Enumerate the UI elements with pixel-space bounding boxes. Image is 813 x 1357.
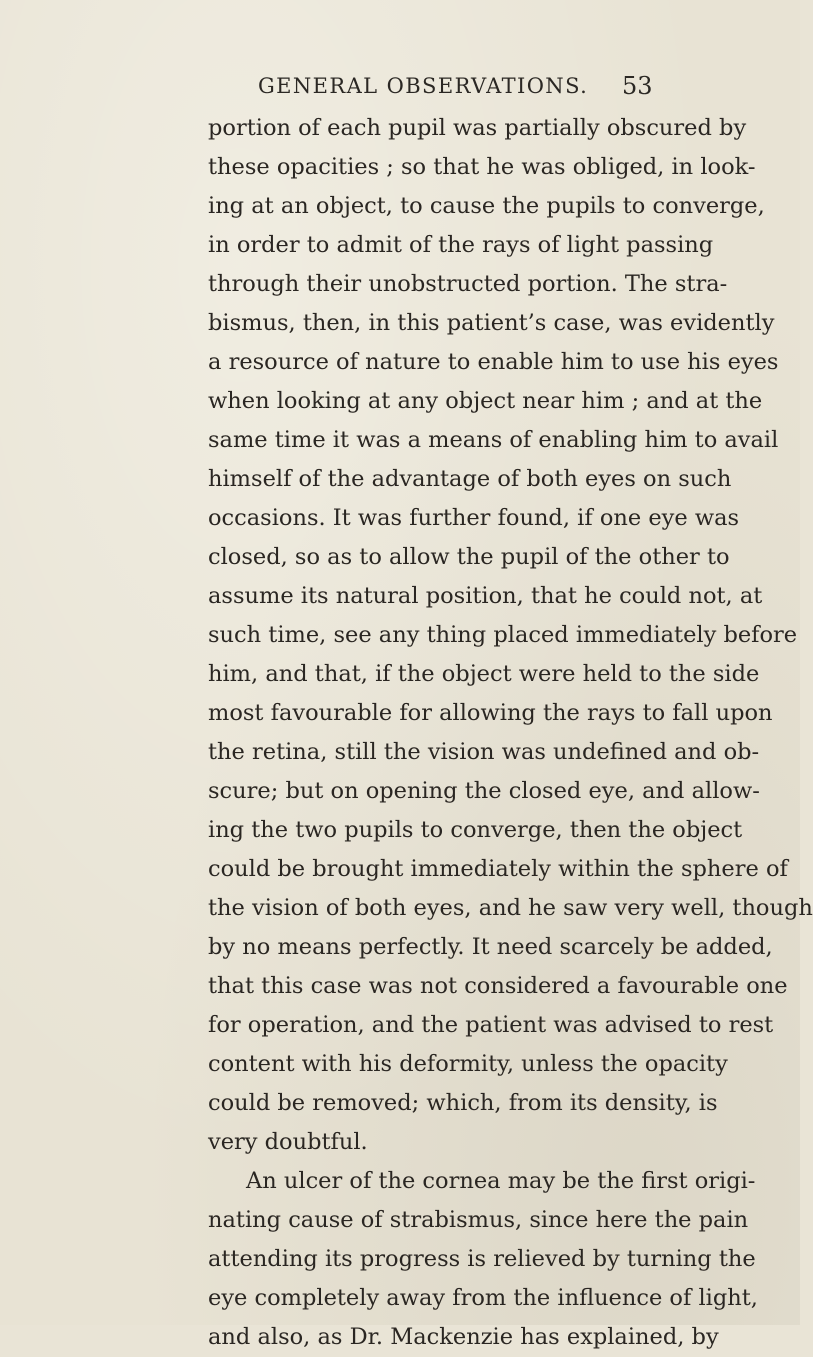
text-line: him, and that, if the object were held to the side: [208, 661, 760, 687]
text-line: scure; but on opening the closed eye, and allow-: [208, 778, 760, 804]
text-line: bismus, then, in this patient’s case, was evidently: [208, 310, 775, 336]
text-line: most favourable for allowing the rays to fall upon: [208, 700, 773, 726]
text-line: through their unobstructed portion. The stra-: [208, 271, 728, 297]
page-number: 53: [622, 72, 653, 100]
text-line: content with his deformity, unless the opacity: [208, 1051, 728, 1077]
text-line: could be brought immediately within the sphere of: [208, 856, 788, 882]
text-line: occasions. It was further found, if one eye was: [208, 505, 740, 531]
text-line: when looking at any object near him ; and at the: [208, 388, 763, 414]
text-line: the retina, still the vision was undefined and ob-: [208, 739, 760, 765]
text-line: for operation, and the patient was advised to rest: [208, 1012, 774, 1038]
text-line: these opacities ; so that he was obliged, in look-: [208, 154, 756, 180]
text-line: attending its progress is relieved by turning the: [208, 1246, 756, 1272]
text-line: by no means perfectly. It need scarcely be added,: [208, 934, 773, 960]
text-line: the vision of both eyes, and he saw very well, though: [208, 895, 813, 921]
text-line: ing at an object, to cause the pupils to converge,: [208, 193, 765, 219]
text-line: eye completely away from the influence of light,: [208, 1285, 758, 1311]
text-line: portion of each pupil was partially obscured by: [208, 115, 747, 141]
text-line: nating cause of strabismus, since here the pain: [208, 1207, 749, 1233]
text-line: in order to admit of the rays of light passing: [208, 232, 714, 258]
text-line: An ulcer of the cornea may be the first origi-: [246, 1168, 756, 1194]
text-line: himself of the advantage of both eyes on such: [208, 466, 732, 492]
page-header: [0, 70, 800, 110]
text-line: ing the two pupils to converge, then the object: [208, 817, 743, 843]
text-line: closed, so as to allow the pupil of the other to: [208, 544, 730, 570]
text-line: such time, see any thing placed immediately before: [208, 622, 798, 648]
text-line: same time it was a means of enabling him to avail: [208, 427, 779, 453]
text-line: could be removed; which, from its density, is: [208, 1090, 718, 1116]
text-line: a resource of nature to enable him to use his eyes: [208, 349, 779, 375]
text-line: assume its natural position, that he could not, at: [208, 583, 763, 609]
text-line: very doubtful.: [208, 1129, 368, 1155]
running-title: GENERAL OBSERVATIONS.: [258, 74, 589, 98]
text-line: that this case was not considered a favourable one: [208, 973, 788, 999]
text-line: and also, as Dr. Mackenzie has explained, by: [208, 1324, 719, 1350]
